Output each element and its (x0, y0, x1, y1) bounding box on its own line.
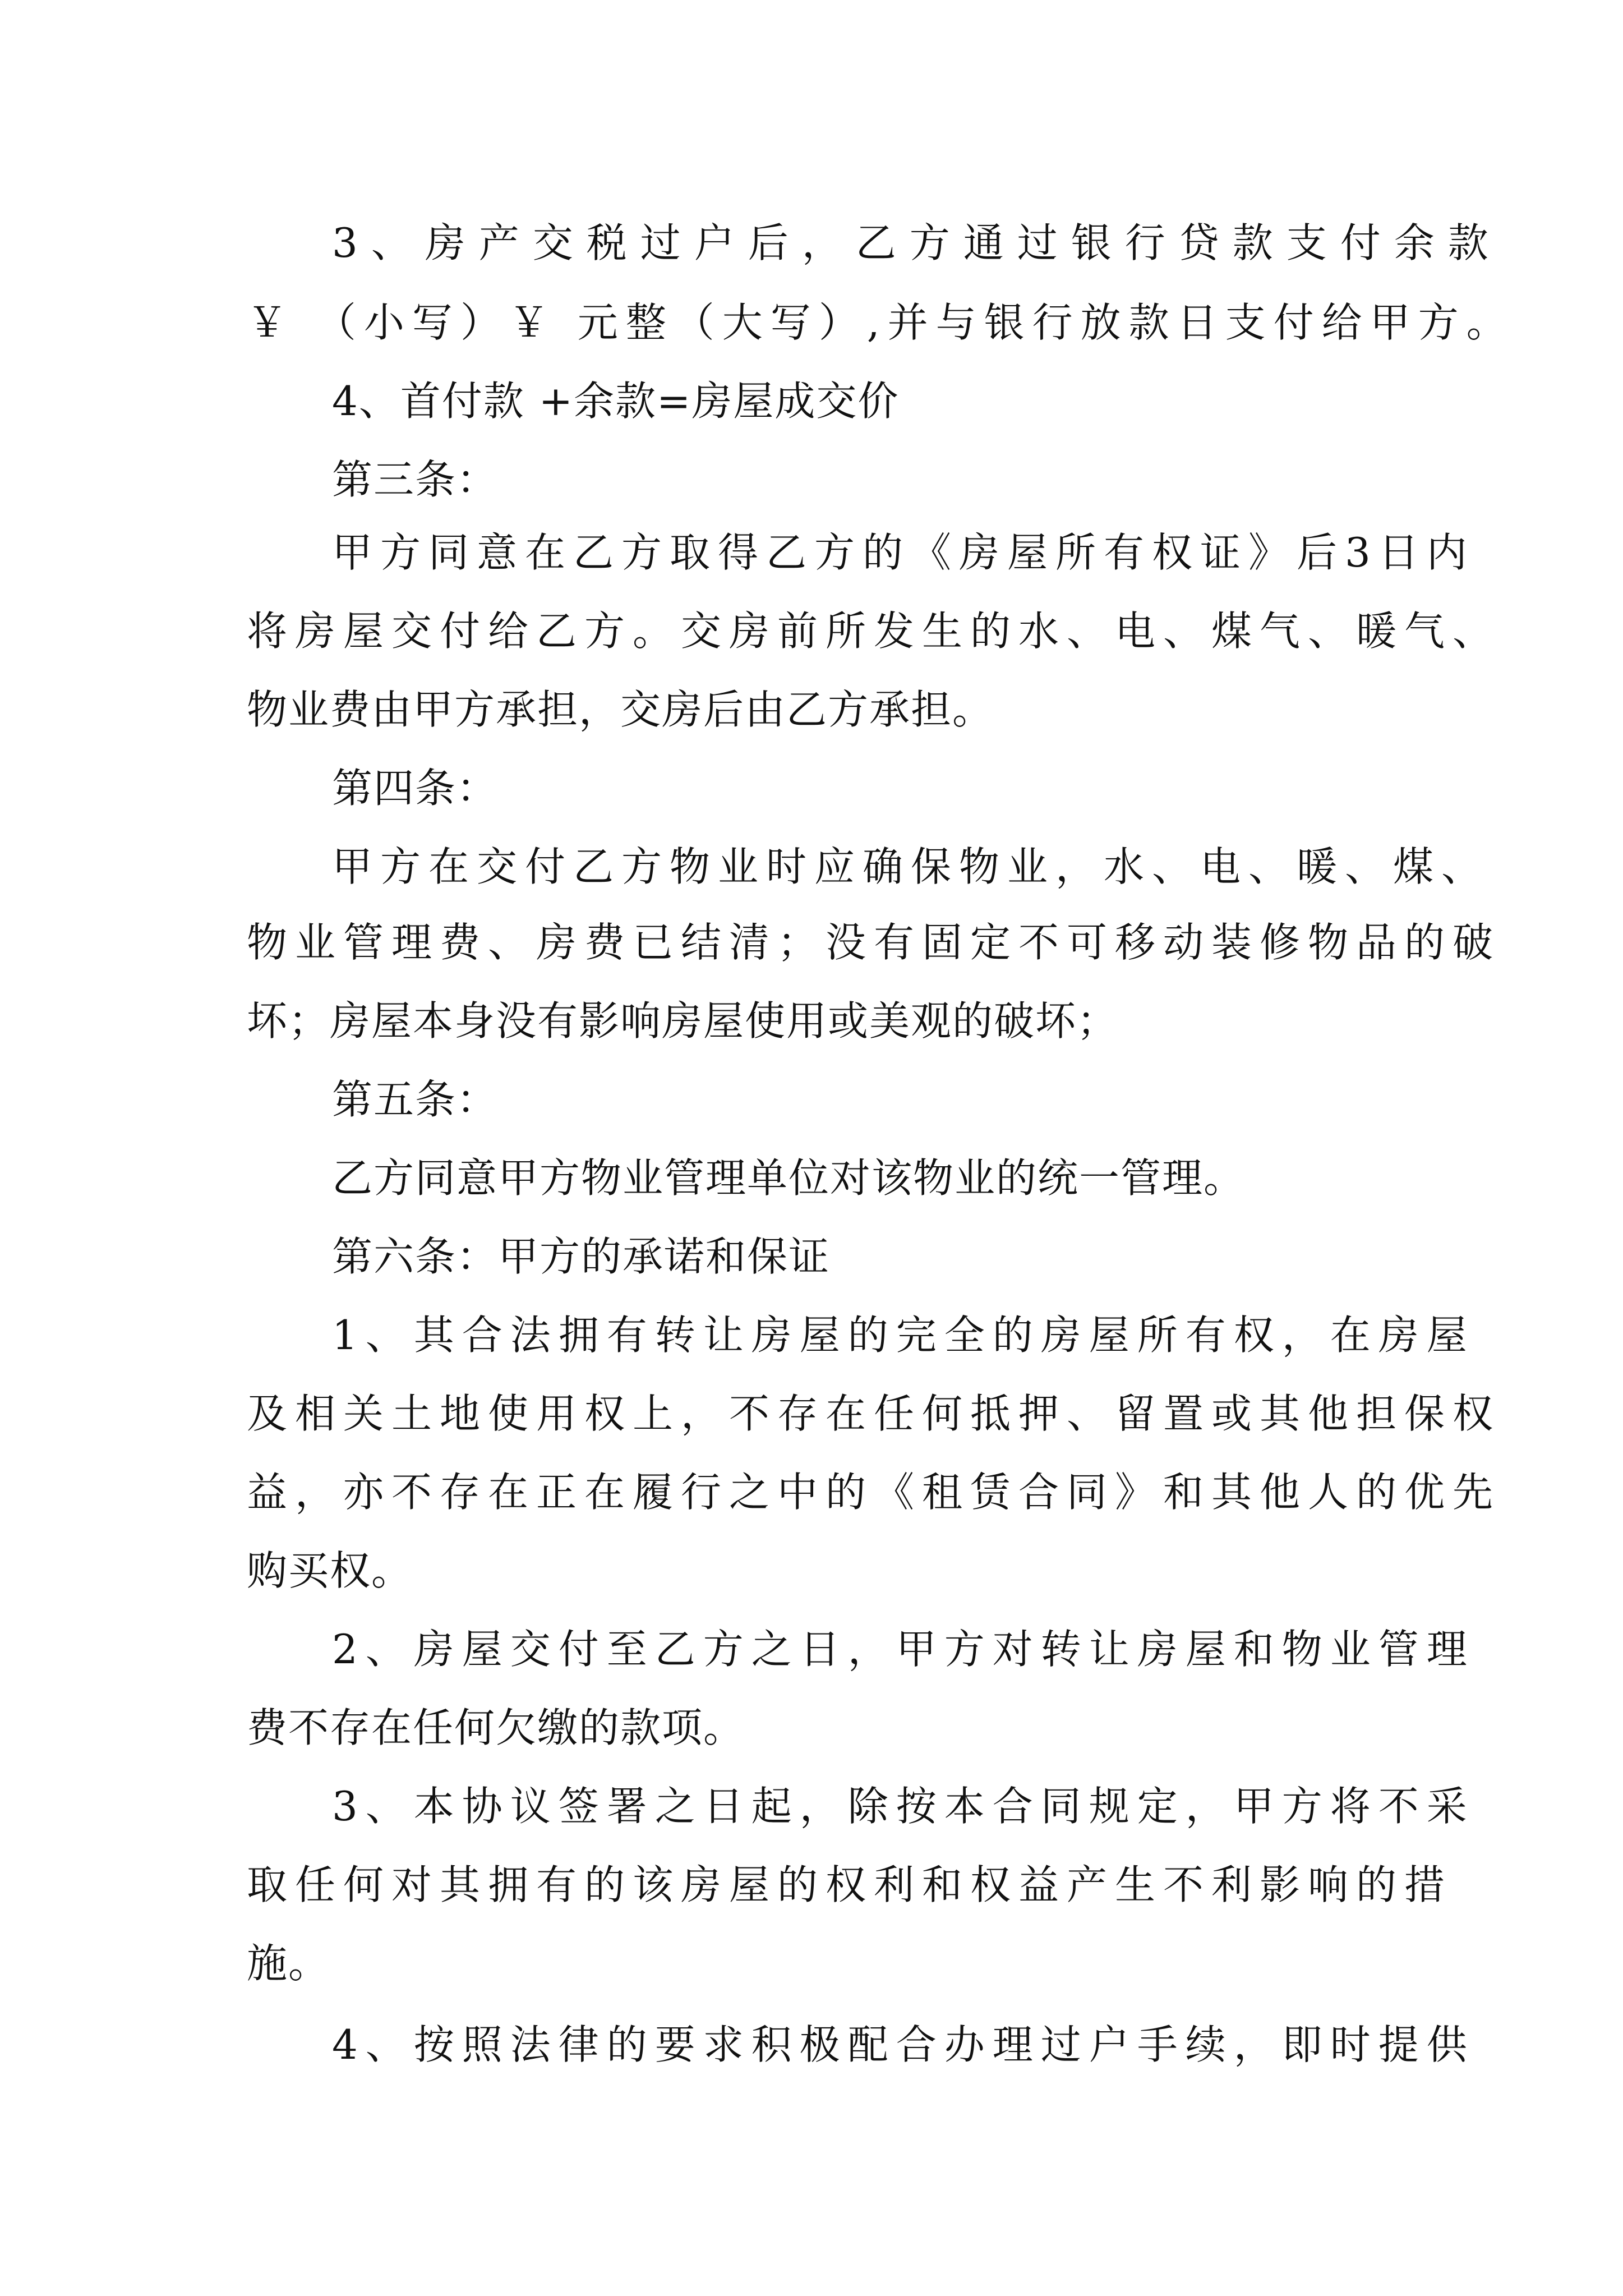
text-line: 将房屋交付给乙方。交房前所发生的水、电、煤气、暖气、 (247, 608, 1501, 655)
text-line: 4、按照法律的要求积极配合办理过户手续，即时提供 (332, 2021, 1475, 2068)
text-line: 取任何对其拥有的该房屋的权利和权益产生不利影响的措 (247, 1861, 1453, 1908)
text-line: 甲方在交付乙方物业时应确保物业，水、电、暖、煤、 (332, 843, 1490, 890)
section-heading: 第三条： (332, 456, 499, 503)
text-line: 费不存在任何欠缴的款项。 (247, 1704, 745, 1751)
text-line: 甲方同意在乙方取得乙方的《房屋所有权证》后3日内 (332, 529, 1475, 576)
text-line: 乙方同意甲方物业管理单位对该物业的统一管理。 (332, 1154, 1246, 1202)
text-line: 1、其合法拥有转让房屋的完全的房屋所有权，在房屋 (332, 1312, 1475, 1359)
section-heading: 第五条： (332, 1076, 499, 1123)
text-line: 益，亦不存在正在履行之中的《租赁合同》和其他人的优先 (247, 1469, 1501, 1516)
text-line: 施。 (247, 1940, 330, 1987)
text-line: 4、首付款 +余款=房屋成交价 (332, 378, 900, 425)
text-line: 购买权。 (247, 1547, 413, 1594)
text-line: 物业管理费、房费已结清；没有固定不可移动装修物品的破 (247, 919, 1501, 966)
text-line: 及相关土地使用权上，不存在任何抵押、留置或其他担保权 (247, 1390, 1501, 1437)
text-line: 3、房产交税过户后，乙方通过银行贷款支付余款 (332, 219, 1502, 266)
text-line: 3、本协议签署之日起，除按本合同规定，甲方将不采 (332, 1783, 1475, 1830)
text-line: ￥ （小写）￥ 元整（大写）,并与银行放款日支付给甲方。 (247, 299, 1515, 346)
text-line: 坏；房屋本身没有影响房屋使用或美观的破坏； (247, 997, 1119, 1045)
section-heading: 第六条：甲方的承诺和保证 (332, 1233, 831, 1280)
section-heading: 第四条： (332, 765, 499, 812)
text-line: 2、房屋交付至乙方之日，甲方对转让房屋和物业管理 (332, 1626, 1475, 1673)
text-line: 物业费由甲方承担，交房后由乙方承担。 (247, 686, 994, 733)
